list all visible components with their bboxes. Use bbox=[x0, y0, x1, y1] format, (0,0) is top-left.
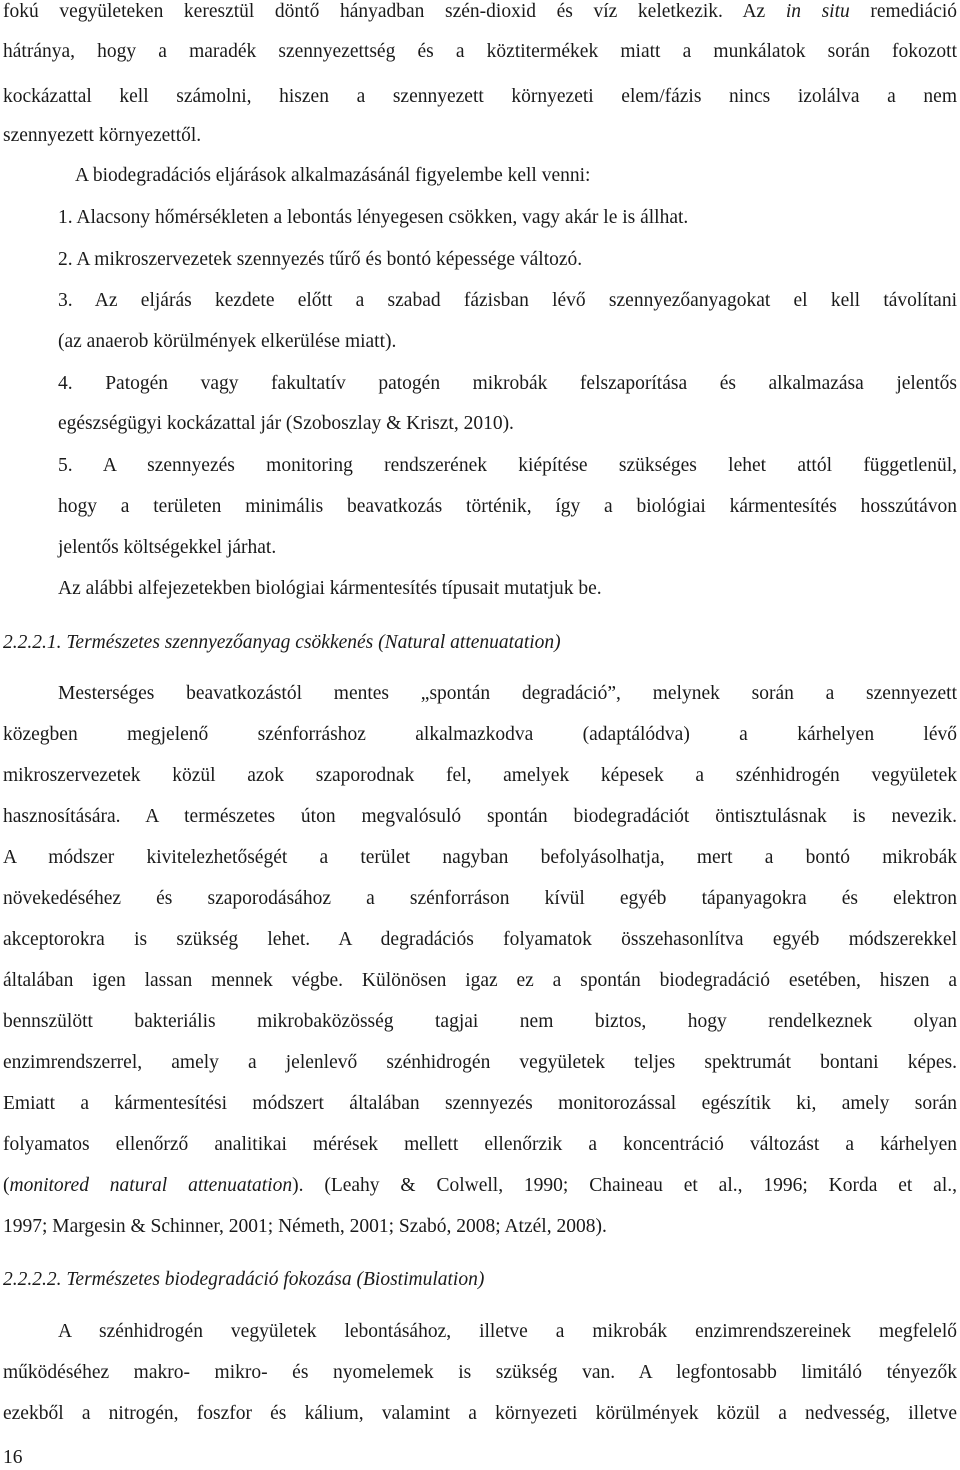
section-heading-2-2-2-2-text: 2.2.2.2. Természetes biodegradáció fokozása (Biostimulation) bbox=[3, 1269, 485, 1290]
s1-line-13 bbox=[3, 1174, 957, 1198]
s1-line-9: bennszülött bakteriális mikrobaközösség tagjai nem biztos, hogy rendelkeznek olyan bbox=[3, 1011, 957, 1032]
list-item-2: 2. A mikroszervezetek szennyezés tűrő és bontó képessége változó. bbox=[58, 249, 583, 270]
section-heading-2-2-2-1 bbox=[3, 631, 561, 655]
intro-line-3: kockázattal kell számolni, hiszen a szennyezett környezeti elem/fázis nincs izolálva a nem bbox=[3, 86, 957, 107]
s1-line-13-open: ( bbox=[3, 1175, 10, 1196]
s2-line-3: ezekből a nitrogén, foszfor és kálium, valamint a környezeti körülmények közül a nedvesség, illetve bbox=[3, 1403, 957, 1424]
s1-line-14: 1997; Margesin & Schinner, 2001; Németh, 2001; Szabó, 2008; Atzél, 2008). bbox=[3, 1216, 607, 1237]
considerations-closing: Az alábbi alfejezetekben biológiai kármentesítés típusait mutatjuk be. bbox=[58, 578, 602, 599]
list-item-5-line-2: hogy a területen minimális beavatkozás történik, így a biológiai kármentesítés hosszútávon bbox=[58, 496, 957, 517]
s1-line-11: Emiatt a kármentesítési módszert általában szennyezés monitorozással egészítik ki, amely során bbox=[3, 1093, 957, 1114]
s1-line-10: enzimrendszerrel, amely a jelenlevő szénhidrogén vegyületek teljes spektrumát bontani képes. bbox=[3, 1052, 957, 1073]
list-item-1: 1. Alacsony hőmérsékleten a lebontás lényegesen csökken, vagy akár le is állhat. bbox=[58, 207, 689, 228]
list-item-3-line-1: 3. Az eljárás kezdete előtt a szabad fázisban lévő szennyezőanyagokat el kell távolítani bbox=[58, 290, 957, 311]
s1-line-5: A módszer kivitelezhetőségét a terület nagyban befolyásolhatja, mert a bontó mikrobák bbox=[3, 847, 957, 868]
list-item-5-line-1: 5. A szennyezés monitoring rendszerének kiépítése szükséges lehet attól függetlenül, bbox=[58, 455, 957, 476]
list-item-3-line-2: (az anaerob körülmények elkerülése miatt). bbox=[58, 331, 397, 352]
s1-line-6: növekedéséhez és szaporodásához a szénforráson kívül egyéb tápanyagokra és elektron bbox=[3, 888, 957, 909]
intro-line-4: szennyezett környezettől. bbox=[3, 125, 202, 146]
page-number: 16 bbox=[3, 1447, 23, 1468]
intro-line-1-text: fokú vegyületeken keresztül döntő hányadban szén-dioxid és víz keletkezik. Az bbox=[3, 1, 786, 22]
list-item-4-line-2: egészségügyi kockázattal jár (Szoboszlay & Kriszt, 2010). bbox=[58, 413, 514, 434]
intro-line-2: hátránya, hogy a maradék szennyezettség és a köztitermékek miatt a munkálatok során fokozott bbox=[3, 41, 957, 62]
intro-line-1-end: remediáció bbox=[849, 1, 958, 22]
s1-line-2: közegben megjelenő szénforráshoz alkalmazkodva (adaptálódva) a kárhelyen lévő bbox=[3, 724, 957, 745]
monitored-natural-attenuation-term: monitored natural attenuatation bbox=[9, 1175, 293, 1196]
s2-line-1: A szénhidrogén vegyületek lebontásához, illetve a mikrobák enzimrendszereinek megfelelő bbox=[58, 1321, 957, 1342]
section-heading-2-2-2-1-text: 2.2.2.1. Természetes szennyezőanyag csökkenés (Natural attenuatation) bbox=[3, 632, 561, 653]
intro-line-1 bbox=[3, 0, 957, 24]
considerations-lead: A biodegradációs eljárások alkalmazásánál figyelembe kell venni: bbox=[75, 165, 591, 186]
section-heading-2-2-2-2 bbox=[3, 1268, 484, 1292]
s2-line-2: működéséhez makro- mikro- és nyomelemek is szükség van. A legfontosabb limitáló tényezők bbox=[3, 1362, 957, 1383]
s1-line-13-citations: ). (Leahy & Colwell, 1990; Chaineau et al., 1996; Korda et al., bbox=[292, 1175, 957, 1196]
s1-line-1: Mesterséges beavatkozástól mentes „spontán degradáció”, melynek során a szennyezett bbox=[58, 683, 957, 704]
s1-line-8: általában igen lassan mennek végbe. Különösen igaz ez a spontán biodegradáció esetében, hiszen a bbox=[3, 970, 957, 991]
s1-line-3: mikroszervezetek közül azok szaporodnak fel, amelyek képesek a szénhidrogén vegyületek bbox=[3, 765, 957, 786]
s1-line-12: folyamatos ellenőrző analitikai mérések mellett ellenőrzik a koncentráció változást a kárhelyen bbox=[3, 1134, 957, 1155]
list-item-4-line-1: 4. Patogén vagy fakultatív patogén mikrobák felszaporítása és alkalmazása jelentős bbox=[58, 373, 957, 394]
s1-line-4: hasznosítására. A természetes úton megvalósuló spontán biodegradációt öntisztulásnak is nevezik. bbox=[3, 806, 957, 827]
in-situ-emphasis: in situ bbox=[785, 1, 850, 22]
list-item-5-line-3: jelentős költségekkel járhat. bbox=[58, 537, 277, 558]
s1-line-7: akceptorokra is szükség lehet. A degradációs folyamatok összehasonlítva egyéb módszerekkel bbox=[3, 929, 957, 950]
